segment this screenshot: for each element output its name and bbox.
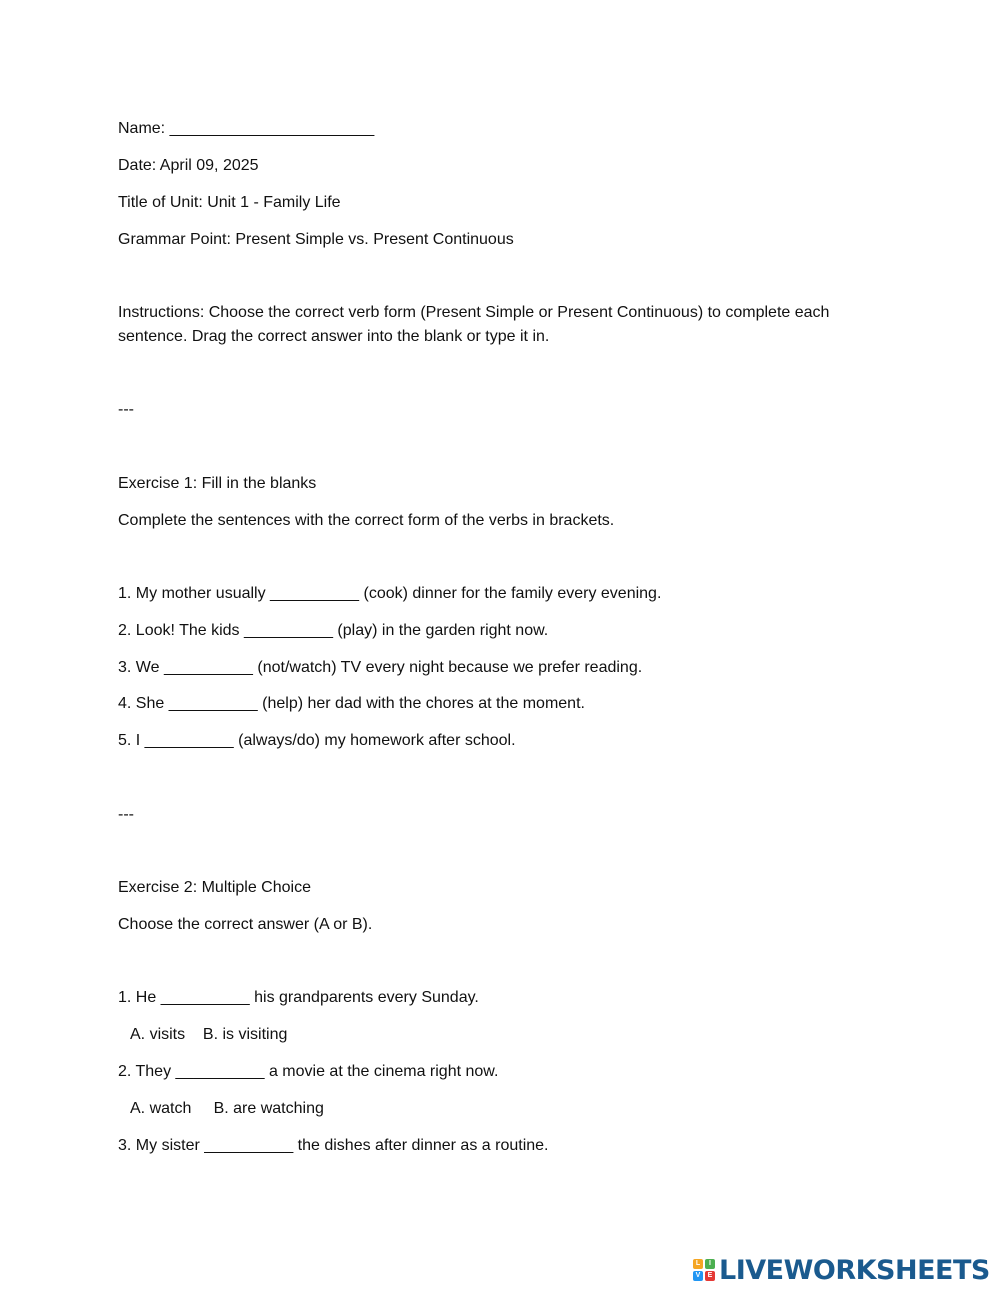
exercise2-subtitle: Choose the correct answer (A or B). — [118, 916, 373, 933]
exercise1-title: Exercise 1: Fill in the blanks — [118, 475, 317, 492]
name-field: Name: _______________________ — [118, 120, 375, 137]
exercise1-item: 2. Look! The kids __________ (play) in the garden right now. — [118, 622, 549, 639]
separator: --- — [118, 401, 134, 418]
exercise1-item: 4. She __________ (help) her dad with the chores at the moment. — [118, 695, 585, 712]
exercise2-options: A. visits B. is visiting — [130, 1026, 288, 1043]
logo-letter: V — [693, 1271, 703, 1281]
grammar-point: Grammar Point: Present Simple vs. Present Continuous — [118, 231, 514, 248]
logo-text: LIVEWORKSHEETS — [719, 1254, 990, 1286]
exercise2-question: 3. My sister __________ the dishes after dinner as a routine. — [118, 1137, 549, 1154]
unit-title: Title of Unit: Unit 1 - Family Life — [118, 194, 341, 211]
logo-mark-icon — [693, 1259, 715, 1281]
exercise2-options: A. watch B. are watching — [130, 1100, 324, 1117]
liveworksheets-logo[interactable] — [693, 1254, 990, 1286]
instructions: Instructions: Choose the correct verb form (Present Simple or Present Continuous) to complete each sentence. Drag the correct answer into the blank or type it in. — [118, 304, 830, 345]
exercise2-title: Exercise 2: Multiple Choice — [118, 879, 311, 896]
exercise1-item: 3. We __________ (not/watch) TV every night because we prefer reading. — [118, 659, 643, 676]
logo-letter: L — [693, 1259, 703, 1269]
exercise1-subtitle: Complete the sentences with the correct form of the verbs in brackets. — [118, 512, 615, 529]
separator: --- — [118, 806, 134, 823]
logo-letter: I — [705, 1259, 715, 1269]
exercise2-question: 1. He __________ his grandparents every Sunday. — [118, 989, 479, 1006]
date-line: Date: April 09, 2025 — [118, 157, 259, 174]
exercise1-item: 5. I __________ (always/do) my homework after school. — [118, 732, 516, 749]
logo-letter: E — [705, 1271, 715, 1281]
exercise1-item: 1. My mother usually __________ (cook) dinner for the family every evening. — [118, 585, 662, 602]
exercise2-question: 2. They __________ a movie at the cinema right now. — [118, 1063, 499, 1080]
